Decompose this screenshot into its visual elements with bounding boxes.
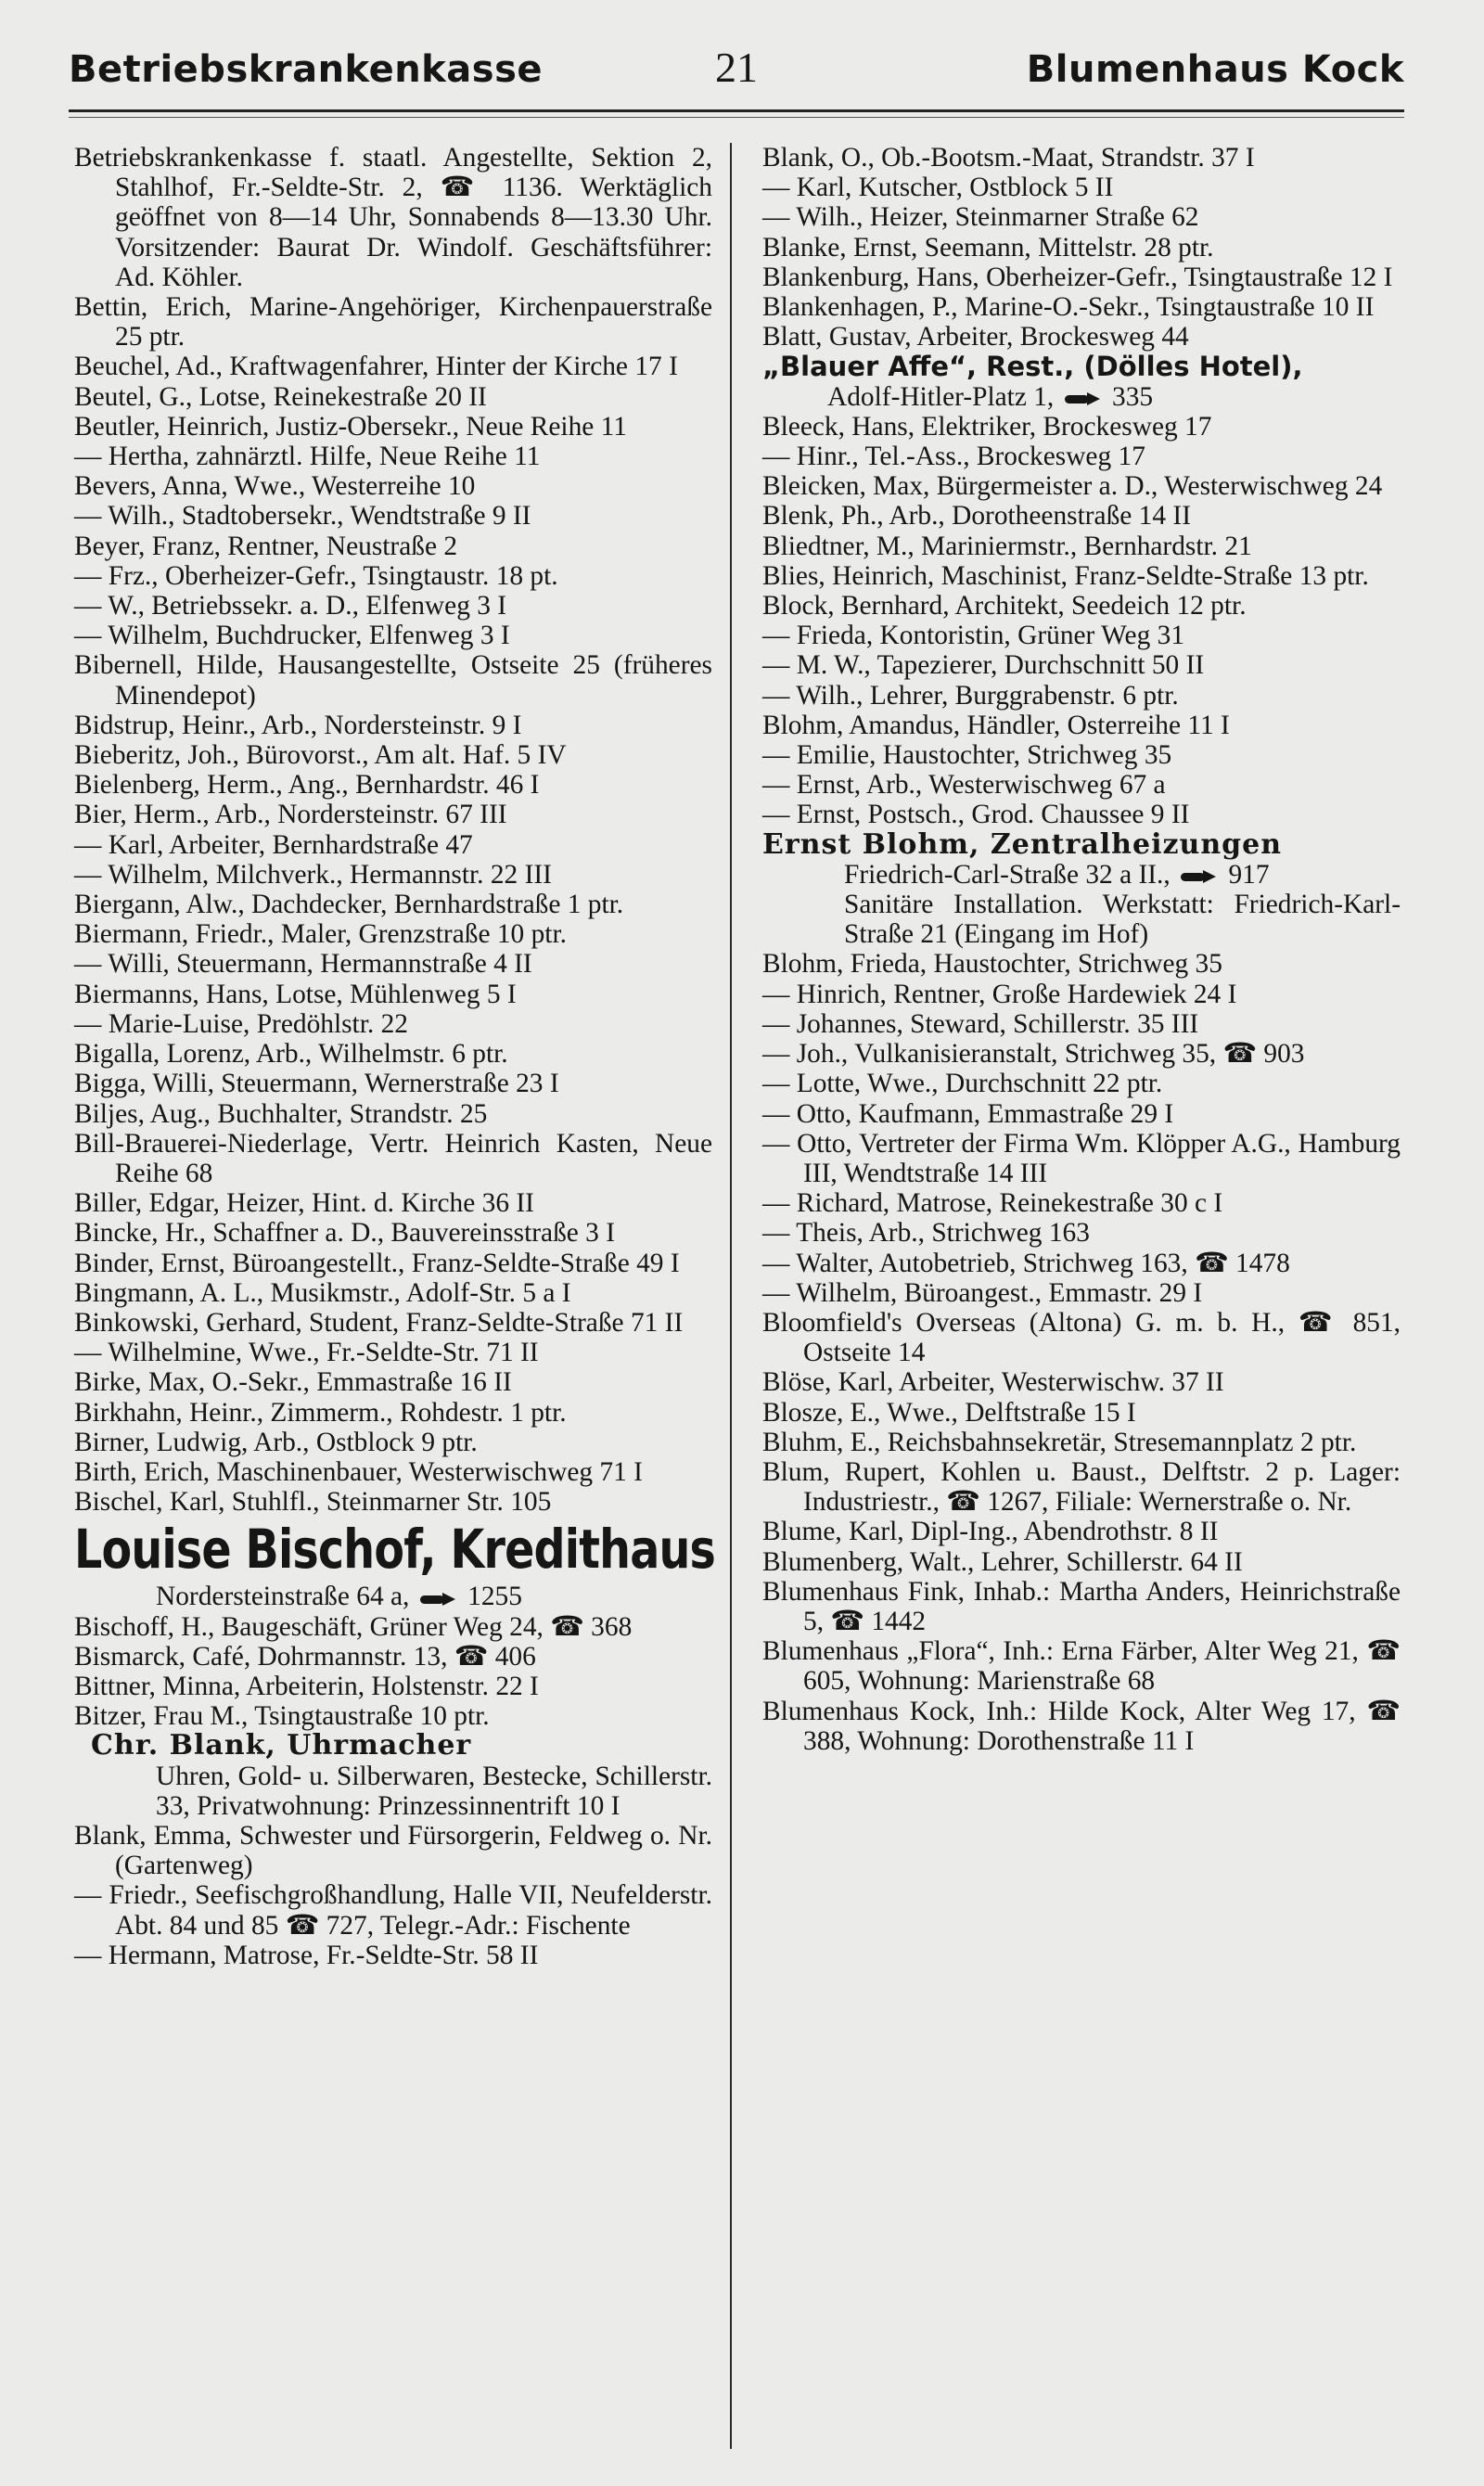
directory-entry: Biermann, Friedr., Maler, Grenzstraße 10 ptr. bbox=[74, 919, 567, 950]
header-left-keyword: Betriebskrankenkasse bbox=[69, 48, 544, 91]
directory-entry: — Otto, Vertreter der Firma Wm. Klöpper A.G., Hamburg III, Wendtstraße 14 III bbox=[762, 1128, 1401, 1188]
directory-entry: — Wilhelm, Milchverk., Hermannstr. 22 III bbox=[74, 859, 552, 890]
left-entries-2 bbox=[74, 1612, 712, 1732]
directory-entry: Binkowski, Gerhard, Student, Franz-Seldte-Straße 71 II bbox=[74, 1307, 684, 1338]
directory-entry: Bettin, Erich, Marine-Angehöriger, Kirchenpauerstraße 25 ptr. bbox=[74, 292, 712, 352]
directory-entry: Blum, Rupert, Kohlen u. Baust., Delftstr. 2 p. Lager: Industriestr., ☎ 1267, Filiale: Wernerstraße o. Nr. bbox=[762, 1456, 1401, 1518]
directory-entry: Beutler, Heinrich, Justiz-Obersekr., Neue Reihe 11 bbox=[74, 411, 627, 442]
ad-affe-detail: Adolf-Hitler-Platz 1, bbox=[827, 381, 1055, 412]
directory-entry: Birkhahn, Heinr., Zimmerm., Rohdestr. 1 ptr. bbox=[74, 1397, 567, 1428]
directory-entry: — Otto, Kaufmann, Emmastraße 29 I bbox=[762, 1098, 1174, 1129]
directory-entry: — Ernst, Postsch., Grod. Chaussee 9 II bbox=[762, 800, 1190, 830]
directory-entry: Beutel, G., Lotse, Reinekestraße 20 II bbox=[74, 381, 487, 412]
right-entries-2 bbox=[762, 412, 1401, 830]
directory-entry: — M. W., Tapezierer, Durchschnitt 50 II bbox=[762, 650, 1205, 681]
column-divider bbox=[730, 143, 732, 2449]
directory-entry: Blöse, Karl, Arbeiter, Westerwischw. 37 II bbox=[762, 1367, 1224, 1398]
directory-entry: — W., Betriebssekr. a. D., Elfenweg 3 I bbox=[74, 591, 507, 622]
directory-entry: — Frieda, Kontoristin, Grüner Weg 31 bbox=[762, 621, 1185, 651]
ad-blank-detail: Uhren, Gold- u. Silberwaren, Bestecke, Schillerstr. 33, Privatwohnung: Prinzessinnentrift 10 I bbox=[156, 1761, 712, 1821]
ad-affe-name: „Blauer Affe“, Rest., (Dölles Hotel), bbox=[762, 351, 1303, 383]
directory-entry: — Willi, Steuermann, Hermannstraße 4 II bbox=[74, 949, 532, 980]
directory-entry: Blumenhaus Fink, Inhab.: Martha Anders, Heinrichstraße 5, ☎ 1442 bbox=[762, 1576, 1401, 1636]
directory-entry: Bingmann, A. L., Musikmstr., Adolf-Str. 5 a I bbox=[74, 1277, 571, 1308]
directory-entry: Bittner, Minna, Arbeiterin, Holstenstr. 22 I bbox=[74, 1671, 539, 1701]
directory-entry: — Wilhelm, Büroangest., Emmastr. 29 I bbox=[762, 1277, 1203, 1308]
left-entries-1 bbox=[74, 143, 712, 1517]
directory-entry: Birner, Ludwig, Arb., Ostblock 9 ptr. bbox=[74, 1427, 478, 1457]
directory-entry: Biller, Edgar, Heizer, Hint. d. Kirche 36 II bbox=[74, 1188, 534, 1219]
header-right-keyword: Blumenhaus Kock bbox=[1026, 48, 1404, 91]
directory-entry: — Karl, Kutscher, Ostblock 5 II bbox=[762, 173, 1114, 203]
directory-entry: Bier, Herm., Arb., Nordersteinstr. 67 III bbox=[74, 800, 507, 830]
directory-entry: Betriebskrankenkasse f. staatl. Angestellte, Sektion 2, Stahlhof, Fr.-Seldte-Str. 2, ☎ 1136. Werktäglich geöffnet von 8—14 Uhr, Sonnabends 8—13.30 Uhr. Vorsitzender: Baurat Dr. Windolf. Geschäftsführer: Ad. Köhler. bbox=[74, 143, 712, 292]
directory-entry: Blankenburg, Hans, Oberheizer-Gefr., Tsingtaustraße 12 I bbox=[762, 262, 1393, 292]
ad-blohm-detail-b: Sanitäre Installation. Werkstatt: Friedrich-Karl-Straße 21 (Eingang im Hof) bbox=[844, 890, 1401, 950]
directory-entry: Bischel, Karl, Stuhlfl., Steinmarner Str. 105 bbox=[74, 1487, 552, 1518]
directory-entry: Blohm, Frieda, Haustochter, Strichweg 35 bbox=[762, 949, 1222, 980]
ad-blank-name: Chr. Blank, Uhrmacher bbox=[91, 1729, 472, 1762]
header-rule bbox=[69, 109, 1404, 112]
directory-entry: Bloomfield's Overseas (Altona) G. m. b. H., ☎ 851, Ostseite 14 bbox=[762, 1307, 1401, 1368]
directory-entry: Bluhm, E., Reichsbahnsekretär, Stresemannplatz 2 ptr. bbox=[762, 1427, 1357, 1457]
page-number: 21 bbox=[715, 44, 758, 91]
telephone-icon bbox=[1065, 392, 1100, 405]
directory-entry: Bielenberg, Herm., Ang., Bernhardstr. 46 I bbox=[74, 770, 540, 801]
directory-entry: Blohm, Amandus, Händler, Osterreihe 11 I bbox=[762, 710, 1230, 740]
right-column bbox=[762, 143, 1401, 1756]
directory-entry: Block, Bernhard, Architekt, Seedeich 12 ptr. bbox=[762, 591, 1247, 622]
directory-entry: Bieberitz, Joh., Bürovorst., Am alt. Haf. 5 IV bbox=[74, 740, 567, 771]
directory-entry: Blumenhaus Kock, Inh.: Hilde Kock, Alter Weg 17, ☎ 388, Wohnung: Dorothenstraße 11 I bbox=[762, 1696, 1401, 1756]
left-column bbox=[74, 143, 716, 1970]
directory-entry: Bincke, Hr., Schaffner a. D., Bauvereinsstraße 3 I bbox=[74, 1218, 616, 1249]
right-entries-3 bbox=[762, 949, 1401, 1755]
directory-entry: Bibernell, Hilde, Hausangestellte, Ostseite 25 (früheres Minendepot) bbox=[74, 650, 712, 711]
directory-entry: — Hinr., Tel.-Ass., Brockesweg 17 bbox=[762, 442, 1145, 472]
ad-bischof-phone: 1255 bbox=[467, 1582, 522, 1612]
directory-entry: — Hermann, Matrose, Fr.-Seldte-Str. 58 II bbox=[74, 1940, 539, 1970]
directory-entry: — Wilhelm, Buchdrucker, Elfenweg 3 I bbox=[74, 621, 510, 651]
directory-entry: Biermanns, Hans, Lotse, Mühlenweg 5 I bbox=[74, 979, 517, 1009]
telephone-icon bbox=[420, 1593, 455, 1606]
directory-entry: Biergann, Alw., Dachdecker, Bernhardstraße 1 ptr. bbox=[74, 890, 624, 920]
directory-entry: Birth, Erich, Maschinenbauer, Westerwischweg 71 I bbox=[74, 1456, 643, 1487]
directory-entry: Blosze, E., Wwe., Delftstraße 15 I bbox=[762, 1397, 1136, 1428]
directory-entry: Blumenhaus „Flora“, Inh.: Erna Färber, Alter Weg 21, ☎ 605, Wohnung: Marienstraße 68 bbox=[762, 1636, 1401, 1697]
directory-entry: — Theis, Arb., Strichweg 163 bbox=[762, 1218, 1090, 1249]
directory-entry: — Wilh., Lehrer, Burggrabenstr. 6 ptr. bbox=[762, 680, 1179, 711]
directory-entry: — Ernst, Arb., Westerwischweg 67 a bbox=[762, 770, 1166, 801]
ad-blohm-phone: 917 bbox=[1228, 859, 1270, 890]
directory-entry: Bigga, Willi, Steuermann, Wernerstraße 23 I bbox=[74, 1069, 559, 1099]
directory-entry: Bismarck, Café, Dohrmannstr. 13, ☎ 406 bbox=[74, 1641, 536, 1672]
directory-entry: — Friedr., Seefischgroßhandlung, Halle VII, Neufelderstr. Abt. 84 und 85 ☎ 727, Telegr.-Adr.: Fischente bbox=[74, 1880, 712, 1941]
ad-bischof-address-line bbox=[74, 1582, 712, 1611]
left-entries-3 bbox=[74, 1821, 712, 1970]
directory-entry: — Wilh., Stadtobersekr., Wendtstraße 9 II bbox=[74, 501, 531, 532]
ad-bischof-name: Louise Bischof, Kredithaus bbox=[74, 1518, 716, 1582]
directory-entry: Blenk, Ph., Arb., Dorotheenstraße 14 II bbox=[762, 501, 1191, 532]
directory-entry: Birke, Max, O.-Sekr., Emmastraße 16 II bbox=[74, 1367, 512, 1398]
right-entries-1 bbox=[762, 143, 1401, 352]
directory-entry: — Emilie, Haustochter, Strichweg 35 bbox=[762, 740, 1172, 771]
ad-blohm-detail-a: Friedrich-Carl-Straße 32 a II., bbox=[844, 859, 1171, 890]
directory-entry: Blank, Emma, Schwester und Fürsorgerin, Feldweg o. Nr. (Gartenweg) bbox=[74, 1820, 712, 1881]
directory-entry: Biljes, Aug., Buchhalter, Strandstr. 25 bbox=[74, 1098, 488, 1129]
ad-blohm-name: Ernst Blohm, Zentralheizungen bbox=[762, 827, 1283, 861]
directory-entry: Bleicken, Max, Bürgermeister a. D., Westerwischweg 24 bbox=[762, 471, 1383, 502]
directory-entry: Blume, Karl, Dipl-Ing., Abendrothstr. 8 II bbox=[762, 1517, 1219, 1547]
directory-entry: Blumenberg, Walt., Lehrer, Schillerstr. 64 II bbox=[762, 1546, 1243, 1577]
directory-entry: Beyer, Franz, Rentner, Neustraße 2 bbox=[74, 531, 458, 561]
ad-affe-phone: 335 bbox=[1112, 381, 1154, 412]
header-rule-thin bbox=[69, 117, 1404, 118]
directory-entry: Bill-Brauerei-Niederlage, Vertr. Heinrich Kasten, Neue Reihe 68 bbox=[74, 1128, 712, 1188]
directory-entry: Bischoff, H., Baugeschäft, Grüner Weg 24, ☎ 368 bbox=[74, 1611, 633, 1642]
page-header bbox=[69, 43, 1404, 98]
directory-entry: — Johannes, Steward, Schillerstr. 35 III bbox=[762, 1008, 1199, 1039]
directory-entry: — Frz., Oberheizer-Gefr., Tsingtaustr. 18 pt. bbox=[74, 560, 558, 591]
ad-affe-detail-line bbox=[762, 382, 1401, 412]
directory-entry: Bigalla, Lorenz, Arb., Wilhelmstr. 6 ptr. bbox=[74, 1039, 508, 1070]
directory-entry: Binder, Ernst, Büroangestellt., Franz-Seldte-Straße 49 I bbox=[74, 1248, 680, 1278]
directory-entry: Bidstrup, Heinr., Arb., Nordersteinstr. 9 I bbox=[74, 710, 522, 740]
directory-entry: Blanke, Ernst, Seemann, Mittelstr. 28 ptr. bbox=[762, 232, 1214, 263]
directory-entry: — Marie-Luise, Predöhlstr. 22 bbox=[74, 1008, 408, 1039]
directory-entry: Blatt, Gustav, Arbeiter, Brockesweg 44 bbox=[762, 322, 1189, 352]
directory-entry: — Hinrich, Rentner, Große Hardewiek 24 I bbox=[762, 979, 1237, 1009]
directory-entry: Blies, Heinrich, Maschinist, Franz-Seldte-Straße 13 ptr. bbox=[762, 560, 1369, 591]
directory-entry: Blankenhagen, P., Marine-O.-Sekr., Tsingtaustraße 10 II bbox=[762, 292, 1375, 323]
ad-blohm-detail-line bbox=[762, 860, 1401, 890]
directory-entry: Bliedtner, M., Mariniermstr., Bernhardstr. 21 bbox=[762, 531, 1252, 561]
directory-entry: Bleeck, Hans, Elektriker, Brockesweg 17 bbox=[762, 411, 1212, 442]
directory-entry: — Walter, Autobetrieb, Strichweg 163, ☎ 1478 bbox=[762, 1248, 1290, 1278]
directory-entry: — Richard, Matrose, Reinekestraße 30 c I bbox=[762, 1188, 1223, 1219]
directory-entry: Blank, O., Ob.-Bootsm.-Maat, Strandstr. 37 I bbox=[762, 143, 1255, 173]
directory-entry: — Karl, Arbeiter, Bernhardstraße 47 bbox=[74, 829, 473, 860]
directory-entry: — Lotte, Wwe., Durchschnitt 22 ptr. bbox=[762, 1069, 1163, 1099]
directory-entry: — Wilhelmine, Wwe., Fr.-Seldte-Str. 71 II bbox=[74, 1338, 539, 1368]
directory-entry: Bevers, Anna, Wwe., Westerreihe 10 bbox=[74, 471, 476, 502]
directory-entry: — Wilh., Heizer, Steinmarner Straße 62 bbox=[762, 202, 1199, 233]
directory-entry: Bitzer, Frau M., Tsingtaustraße 10 ptr. bbox=[74, 1701, 490, 1732]
ad-bischof-address: Nordersteinstraße 64 a, bbox=[156, 1582, 410, 1612]
directory-entry: Beuchel, Ad., Kraftwagenfahrer, Hinter der Kirche 17 I bbox=[74, 352, 678, 382]
telephone-icon bbox=[1181, 870, 1216, 883]
directory-entry: — Joh., Vulkanisieranstalt, Strichweg 35, ☎ 903 bbox=[762, 1039, 1305, 1070]
directory-entry: — Hertha, zahnärztl. Hilfe, Neue Reihe 11 bbox=[74, 442, 541, 472]
